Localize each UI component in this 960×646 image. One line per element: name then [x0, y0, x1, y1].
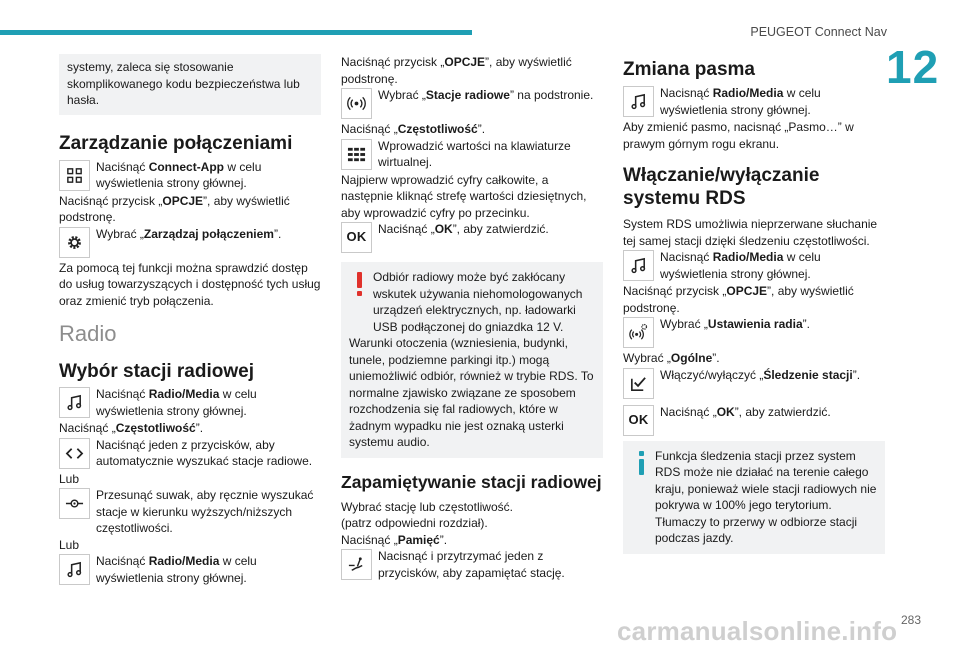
- step-ok-2: OK Naciśnąć „OK”, aby zatwierdzić.: [623, 404, 885, 438]
- music-note-icon: [623, 250, 654, 281]
- note-text: systemy, zaleca się stosowanie skomplikowanego kodu bezpieczeństwa lub hasła.: [67, 60, 300, 107]
- column-2: [341, 54, 603, 582]
- music-note-icon: [59, 387, 90, 418]
- text-rds-info: System RDS umożliwia nieprzerwane słuchanie tej samej stacji dzięki śledzeniu częstotliwości.: [623, 217, 878, 248]
- text-general: Wybrać „Ogólne”.: [623, 351, 720, 365]
- info-icon: [633, 450, 651, 476]
- music-note-icon: [59, 554, 90, 585]
- radio-station-icon: [341, 88, 372, 119]
- header-title: PEUGEOT Connect Nav: [750, 25, 887, 39]
- checkbox-icon: [623, 368, 654, 399]
- text-select-station: Wybrać stację lub częstotliwość.: [341, 499, 513, 514]
- heading-rds: Włączanie/wyłączanie systemu RDS: [623, 165, 820, 209]
- text-options-2: Naciśnąć przycisk „OPCJE”, aby wyświetlić podstronę.: [341, 55, 572, 86]
- step-connect-app: Naciśnąć Connect-App w celu wyświetlenia strony głównej.: [59, 159, 321, 193]
- step-station-tracking: Włączyć/wyłączyć „Śledzenie stacji”.: [623, 367, 885, 401]
- text-options: Naciśnąć przycisk „OPCJE”, aby wyświetlić podstronę.: [59, 193, 290, 224]
- step-virtual-keyboard: Wprowadzić wartości na klawiaturze wirtualnej.: [341, 138, 603, 172]
- connect-app-icon: [59, 160, 90, 191]
- info-text: Funkcja śledzenia stacji przez system RDS może nie działać na terenie całego kraju, ponieważ wiele stacji radiowych nie pokrywa w 100% jego terytorium. Tłumaczy to przerwy w odbiorze stacji podczas jazdy.: [655, 448, 877, 545]
- radio-settings-icon: [623, 317, 654, 348]
- text-connection-info: Za pomocą tej funkcji można sprawdzić dostęp do usług towarzyszących i dostępność tych usług oraz zmienić tryb połączenia.: [59, 260, 321, 308]
- text-frequency: Naciśnąć „Częstotliwość”.: [59, 421, 204, 435]
- text-memory: Naciśnąć „Pamięć”.: [341, 532, 448, 547]
- press-hold-icon: [341, 549, 372, 580]
- watermark: carmanualsonline.info: [617, 616, 898, 646]
- header-accent-bar: [0, 30, 472, 35]
- column-3: [623, 54, 885, 554]
- page-number: 283: [900, 613, 921, 627]
- warning-exclamation-icon: [351, 271, 369, 297]
- column-1: [59, 54, 321, 587]
- note-box: [59, 54, 321, 115]
- text-change-band: Aby zmienić pasmo, nacisnąć „Pasmo…” w prawym górnym rogu ekranu.: [623, 120, 854, 151]
- warning-text: Odbiór radiowy może być zakłócany wskutek używania niehomologowanych urządzeń elektrycznych, np. ładowarki USB podłączonej do gniazdka 12 V.: [373, 270, 583, 334]
- step-manual-slider: Przesunąć suwak, aby ręcznie wyszukać stacje w kierunku wyższych/niższych częstotliwości.: [59, 487, 321, 537]
- step-manage-connection: Wybrać „Zarządzaj połączeniem”.: [59, 226, 321, 260]
- keyboard-icon: [341, 139, 372, 170]
- step-auto-search: Naciśnąć jeden z przycisków, aby automatycznie wyszukać stacje radiowe.: [59, 437, 321, 471]
- step-hold-button: Nacisnąć i przytrzymać jeden z przycisków, aby zapamiętać stację.: [341, 548, 603, 582]
- heading-change-band: Zmiana pasma: [623, 59, 755, 80]
- text-digits: Najpierw wprowadzić cyfry całkowite, a następnie kliknąć strefę wartości dziesiętnych, aby wprowadzić cyfry po przecinku.: [341, 172, 587, 220]
- slider-icon: [59, 488, 90, 519]
- warning-text-2: Warunki otoczenia (wzniesienia, budynki, tunele, podziemne parkingi itp.) mogą uniemożliwić odbiór, również w trybie RDS. To normalne zjawisko związane ze sposobem rozchodzenia się fal radiowych, które w żadnym wypadku nie jest oznaką usterki systemu audio.: [349, 336, 594, 449]
- step-radio-settings: Wybrać „Ustawienia radia”.: [623, 316, 885, 350]
- step-radio-media-2: Naciśnąć Radio/Media w celu wyświetlenia strony głównej.: [59, 553, 321, 587]
- ok-button-icon: OK: [341, 222, 372, 253]
- step-radio-media-3: Nacisnąć Radio/Media w celu wyświetlenia strony głównej.: [623, 85, 885, 119]
- step-radio-stations: Wybrać „Stacje radiowe” na podstronie.: [341, 87, 603, 121]
- text-see-chapter: (patrz odpowiedni rozdział).: [341, 516, 488, 530]
- music-note-icon: [623, 86, 654, 117]
- text-or-2: Lub: [59, 537, 80, 552]
- text-or-1: Lub: [59, 471, 80, 486]
- step-radio-media-4: Nacisnąć Radio/Media w celu wyświetlenia strony głównej.: [623, 249, 885, 283]
- gear-icon: [59, 227, 90, 258]
- ok-button-icon: OK: [623, 405, 654, 436]
- info-box: [623, 441, 885, 554]
- chapter-number: 12: [886, 41, 940, 93]
- step-radio-media-1: Naciśnąć Radio/Media w celu wyświetlenia strony głównej.: [59, 386, 321, 420]
- chevrons-left-right-icon: [59, 438, 90, 469]
- heading-memory: Zapamiętywanie stacji radiowej: [341, 471, 602, 492]
- step-ok-1: OK Naciśnąć „OK”, aby zatwierdzić.: [341, 221, 603, 255]
- text-options-3: Naciśnąć przycisk „OPCJE”, aby wyświetlić podstronę.: [623, 284, 854, 315]
- section-radio: Radio: [59, 321, 117, 346]
- heading-connections: Zarządzanie połączeniami: [59, 132, 293, 154]
- heading-station-select: Wybór stacji radiowej: [59, 361, 254, 382]
- warning-box: [341, 262, 603, 458]
- text-frequency-2: Naciśnąć „Częstotliwość”.: [341, 122, 486, 136]
